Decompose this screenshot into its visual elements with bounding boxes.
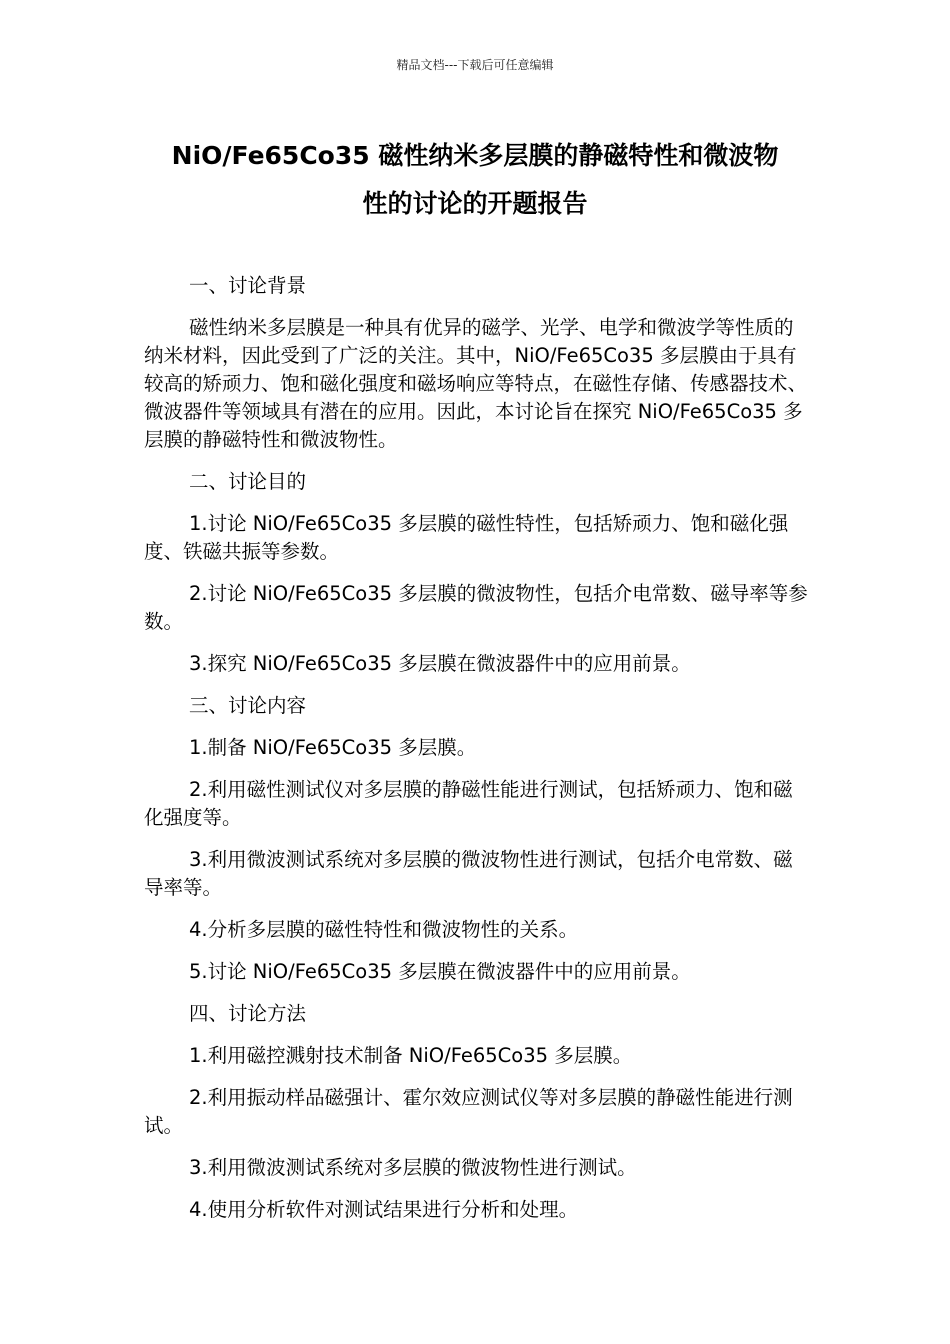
section-heading-content: 三、讨论内容	[189, 694, 307, 717]
title-line-2: 性的讨论的开题报告	[362, 189, 588, 218]
section-heading-background: 一、讨论背景	[189, 274, 307, 297]
paragraph-background: 磁性纳米多层膜是一种具有优异的磁学、光学、电学和微波学等性质的纳米材料，因此受到了广泛的关注。其中，NiO/Fe65Co35 多层膜由于具有较高的矫顽力、饱和磁化强度和磁场响应等特点，在磁性存储、传感器技术、微波器件等领域具有潜在的应用。因此，本讨论旨在探究 NiO/Fe65Co35 多层膜的静磁特性和微波物性。	[144, 316, 808, 451]
document-title	[120, 132, 830, 228]
method-item-3: 3.利用微波测试系统对多层膜的微波物性进行测试。	[189, 1156, 637, 1179]
content-item-1: 1.制备 NiO/Fe65Co35 多层膜。	[189, 736, 477, 759]
title-line-1: NiO/Fe65Co35 磁性纳米多层膜的静磁特性和微波物	[171, 141, 779, 170]
purpose-item-3: 3.探究 NiO/Fe65Co35 多层膜在微波器件中的应用前景。	[189, 652, 691, 675]
header-note: 精品文档---下载后可任意编辑	[396, 58, 554, 72]
purpose-item-1: 1.讨论 NiO/Fe65Co35 多层膜的磁性特性，包括矫顽力、饱和磁化强度、铁磁共振等参数。	[144, 512, 789, 563]
method-item-2: 2.利用振动样品磁强计、霍尔效应测试仪等对多层膜的静磁性能进行测试。	[144, 1086, 793, 1137]
purpose-item-2: 2.讨论 NiO/Fe65Co35 多层膜的微波物性，包括介电常数、磁导率等参数。	[144, 582, 808, 633]
section-heading-method: 四、讨论方法	[189, 1002, 307, 1025]
content-item-5: 5.讨论 NiO/Fe65Co35 多层膜在微波器件中的应用前景。	[189, 960, 691, 983]
content-item-4: 4.分析多层膜的磁性特性和微波物性的关系。	[189, 918, 579, 941]
method-item-4: 4.使用分析软件对测试结果进行分析和处理。	[189, 1198, 579, 1221]
method-item-1: 1.利用磁控溅射技术制备 NiO/Fe65Co35 多层膜。	[189, 1044, 633, 1067]
content-item-3: 3.利用微波测试系统对多层膜的微波物性进行测试，包括介电常数、磁导率等。	[144, 848, 793, 899]
section-heading-purpose: 二、讨论目的	[189, 470, 307, 493]
document-body	[144, 272, 808, 1238]
content-item-2: 2.利用磁性测试仪对多层膜的静磁性能进行测试，包括矫顽力、饱和磁化强度等。	[144, 778, 793, 829]
